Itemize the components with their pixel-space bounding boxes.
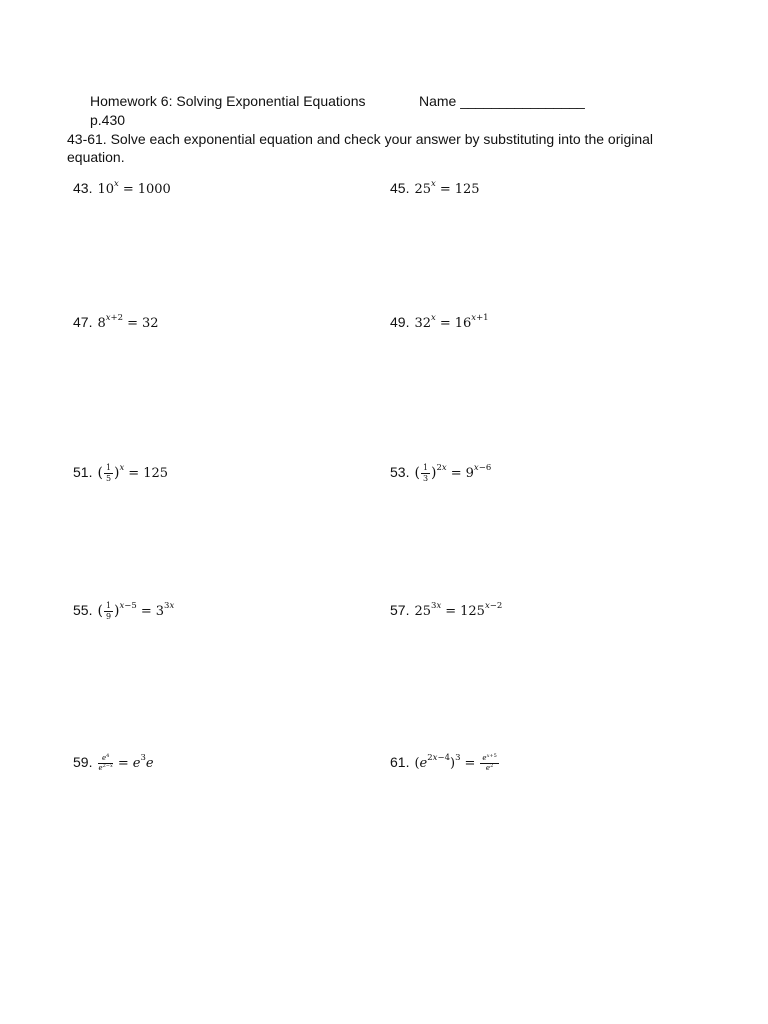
problem-number: 43. — [73, 180, 93, 196]
page-reference: p.430 — [90, 112, 126, 128]
equation: $25^x = 125$ — [414, 179, 480, 197]
equation: ( $\frac{1}{5}$ )$^x$ = 125 — [97, 463, 169, 483]
equation: $8^{x+2} = 32$ — [97, 313, 159, 331]
problem-number: 51. — [73, 464, 93, 480]
instructions: 43-61. Solve each exponential equation and check your answer by substituting into the original equation. — [67, 131, 654, 165]
equation: $10^x = 1000$ — [97, 179, 171, 197]
problem-number: 49. — [390, 314, 410, 330]
problem-49 — [390, 312, 489, 334]
problem-number: 53. — [390, 464, 410, 480]
equation: ( $\frac{1}{3}$ )$^{2x} = 9^{x-6}$ — [414, 463, 492, 483]
problem-53 — [390, 462, 491, 484]
problem-61 — [390, 752, 500, 774]
problem-57 — [390, 600, 502, 622]
homework-title: Homework 6: Solving Exponential Equations — [90, 93, 366, 109]
problem-number: 47. — [73, 314, 93, 330]
equation: $25^{3x} = 125^{x-2}$ — [414, 601, 503, 619]
name-field-label: Name ________________ — [419, 93, 585, 109]
problem-number: 59. — [73, 754, 93, 770]
problem-45 — [390, 178, 480, 200]
problem-number: 61. — [390, 754, 410, 770]
problem-number: 45. — [390, 180, 410, 196]
problem-number: 57. — [390, 602, 410, 618]
equation: $(e^{2x-4})^3$ = $\frac{e^{x+5}}{e^2}$ — [414, 753, 497, 772]
problem-51 — [73, 462, 168, 484]
equation: $\frac{e^4}{e^{2-x}}$ = $e^3e$ — [98, 753, 154, 772]
equation: ( $\frac{1}{9}$ )$^{x-5} = 3^{3x}$ — [97, 601, 175, 621]
problem-59 — [73, 752, 154, 774]
equation: $32^x = 16^{x+1}$ — [414, 313, 489, 331]
problem-55 — [73, 600, 174, 622]
problem-47 — [73, 312, 159, 334]
problem-43 — [73, 178, 171, 200]
problem-number: 55. — [73, 602, 93, 618]
